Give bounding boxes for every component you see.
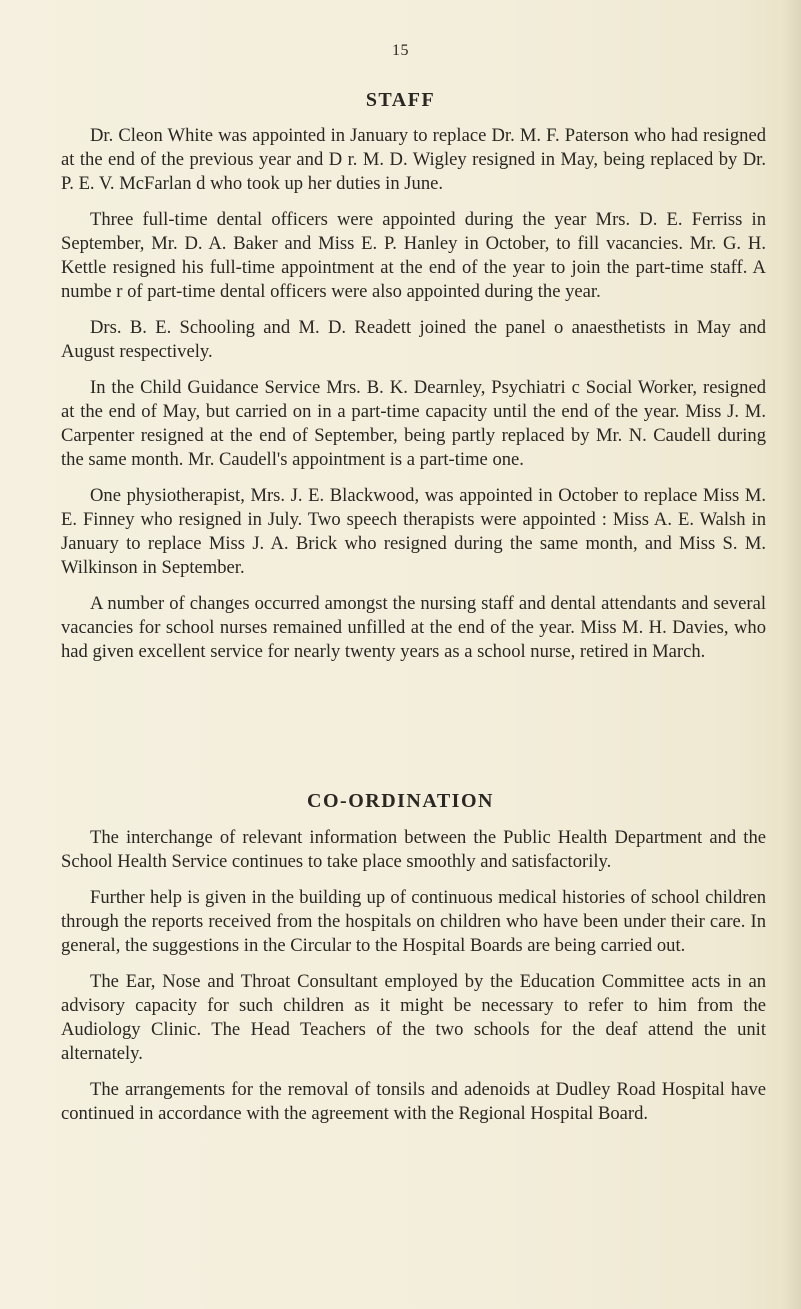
page-number: 15 [392,42,409,59]
page-edge-shadow [783,0,801,1309]
staff-paragraph-5: One physiotherapist, Mrs. J. E. Blackwood, was appointed in October to replace Miss M. E. Finney who resigned in July. Two speech therapists were appointed : Miss A. E. Walsh in January to replace Miss J. A. Brick who resigned during the same month, and Miss S. M. Wilkinson in September. [61,485,766,578]
coordination-heading: CO-ORDINATION [307,790,494,812]
coordination-paragraph-3: The Ear, Nose and Throat Consultant employed by the Education Committee acts in an advisory capacity for such children as it might be necessary to refer to him from the Audiology Clinic. The Head Teachers of the two schools for the deaf attend the unit alternately. [61,971,766,1064]
coordination-section [61,826,766,1138]
coordination-paragraph-4: The arrangements for the removal of tonsils and adenoids at Dudley Road Hospital have continued in accordance with the agreement with the Regional Hospital Board. [61,1079,766,1124]
staff-section [61,124,766,676]
coordination-paragraph-1: The interchange of relevant information between the Public Health Department and the School Health Service continues to take place smoothly and satisfactorily. [61,827,766,872]
staff-paragraph-2: Three full-time dental officers were appointed during the year Mrs. D. E. Ferriss in September, Mr. D. A. Baker and Miss E. P. Hanley in October, to fill vacancies. Mr. G. H. Kettle resigned his full-time appointment at the end of the year to join the part-time staff. A numbe r of part-time dental officers were also appointed during the year. [61,209,766,302]
staff-paragraph-4: In the Child Guidance Service Mrs. B. K. Dearnley, Psychiatri c Social Worker, resigned at the end of May, but carried on in a part-time capacity until the end of the year. Miss J. M. Carpenter resigned at the end of September, being partly replaced by Mr. N. Caudell during the same month. Mr. Caudell's appointment is a part-time one. [61,377,766,470]
coordination-paragraph-2: Further help is given in the building up of continuous medical histories of school children through the reports received from the hospitals on children who have been under their care. In general, the suggestions in the Circular to the Hospital Boards are being carried out. [61,887,766,956]
staff-paragraph-1: Dr. Cleon White was appointed in January to replace Dr. M. F. Paterson who had resigned at the end of the previous year and D r. M. D. Wigley resigned in May, being replaced by Dr. P. E. V. McFarlan d who took up her duties in June. [61,125,766,194]
staff-paragraph-6: A number of changes occurred amongst the nursing staff and dental attendants and several vacancies for school nurses remained unfilled at the end of the year. Miss M. H. Davies, who had given excellent service for nearly twenty years as a school nurse, retired in March. [61,593,766,662]
staff-paragraph-3: Drs. B. E. Schooling and M. D. Readett joined the panel o anaesthetists in May and August respectively. [61,317,766,362]
staff-heading: STAFF [365,89,436,111]
